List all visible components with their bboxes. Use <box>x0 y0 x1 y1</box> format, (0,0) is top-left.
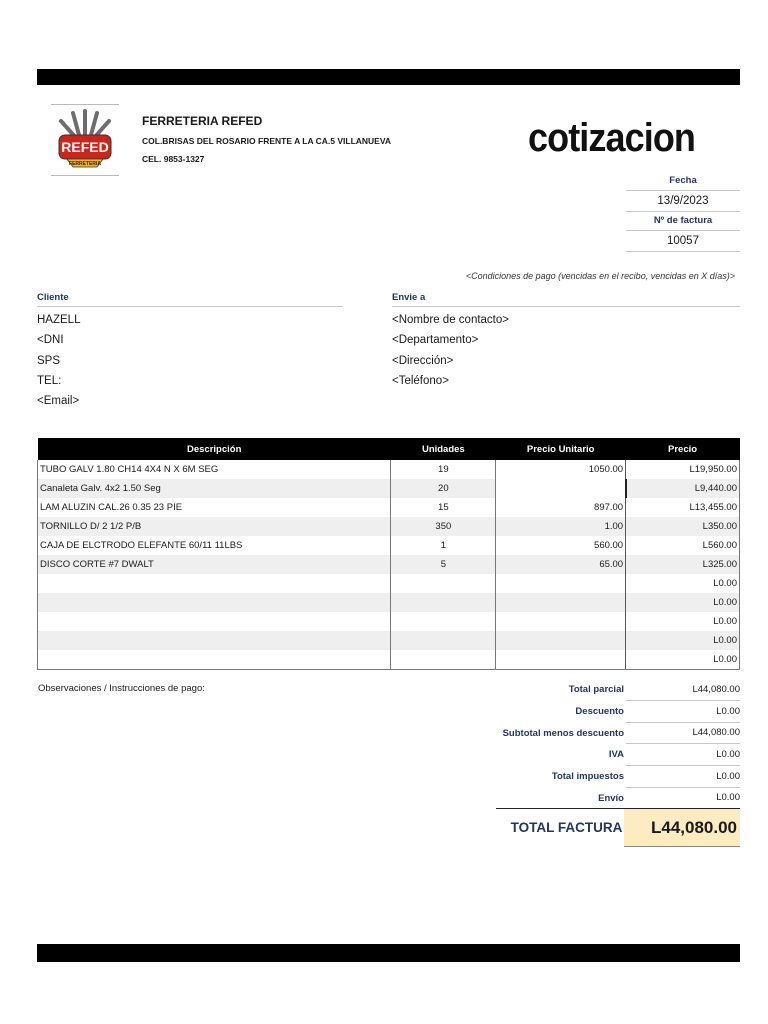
table-header <box>38 438 740 460</box>
cell-price: L0.00 <box>626 631 740 650</box>
total-tax-value: L0.00 <box>626 766 740 788</box>
cell-units <box>391 631 496 650</box>
totals-row <box>496 787 740 809</box>
cell-price: L350.00 <box>626 517 740 536</box>
items-table <box>37 438 740 670</box>
cell-units <box>391 574 496 593</box>
cell-price: L560.00 <box>626 536 740 555</box>
ship-to-line: <Teléfono> <box>392 374 449 387</box>
tax-value: L0.00 <box>626 744 740 766</box>
cell-unit-price: 897.00 <box>496 498 626 517</box>
ship-to-block <box>392 292 740 391</box>
svg-text:FERRETERIA: FERRETERIA <box>69 161 101 167</box>
discount-value: L0.00 <box>626 701 740 723</box>
totals-row <box>496 722 740 744</box>
cell-price: L19,950.00 <box>626 460 740 479</box>
cell-units: 19 <box>391 460 496 479</box>
cell-price: L0.00 <box>626 650 740 670</box>
grand-total-label: TOTAL FACTURA <box>510 820 623 835</box>
cell-description <box>38 612 391 631</box>
cell-description: DISCO CORTE #7 DWALT <box>38 555 391 574</box>
cell-price: L0.00 <box>626 612 740 631</box>
cell-price: L13,455.00 <box>626 498 740 517</box>
cell-price: L325.00 <box>626 555 740 574</box>
totals-row <box>496 679 740 701</box>
client-line: <Email> <box>37 395 80 408</box>
table-row <box>38 631 740 650</box>
header-unit-price: Precio Unitario <box>496 438 626 460</box>
cell-unit-price <box>496 631 626 650</box>
company-phone: CEL. 9853-1327 <box>142 154 205 164</box>
top-bar <box>37 69 740 85</box>
document-title: cotizacion <box>528 116 696 160</box>
cell-units: 350 <box>391 517 496 536</box>
cell-unit-price: 1.00 <box>496 517 626 536</box>
cell-description: Canaleta Galv. 4x2 1.50 Seg <box>38 479 391 498</box>
table-row <box>38 612 740 631</box>
cell-description <box>38 650 391 670</box>
subtotal-label: Total parcial <box>568 684 624 696</box>
ship-to-label: Envie a <box>392 292 740 307</box>
date-label: Fecha <box>626 172 740 191</box>
ship-to-line: <Dirección> <box>392 354 454 367</box>
subtotal-less-discount-label: Subtotal menos descuento <box>502 727 624 739</box>
cell-price: L0.00 <box>626 574 740 593</box>
cell-unit-price <box>496 650 626 670</box>
company-address: COL.BRISAS DEL ROSARIO FRENTE A LA CA.5 VILLANUEVA <box>142 136 392 146</box>
cell-units <box>391 593 496 612</box>
cell-units: 20 <box>391 479 496 498</box>
table-row <box>38 479 740 498</box>
tax-label: IVA <box>608 749 624 761</box>
cell-unit-price <box>496 479 626 498</box>
cell-units: 15 <box>391 498 496 517</box>
table-row <box>38 498 740 517</box>
shipping-label: Envío <box>598 792 624 804</box>
company-info <box>142 114 391 164</box>
cell-units <box>391 650 496 670</box>
client-block <box>37 292 343 411</box>
ship-to-line: <Departamento> <box>392 334 479 347</box>
shipping-value: L0.00 <box>626 787 740 809</box>
cell-description <box>38 593 391 612</box>
cell-description: LAM ALUZIN CAL.26 0.35 23 PIE <box>38 498 391 517</box>
table-row <box>38 574 740 593</box>
date-value: 13/9/2023 <box>626 191 740 212</box>
ship-to-line: <Nombre de contacto> <box>392 314 509 326</box>
discount-label: Descuento <box>575 706 624 718</box>
cell-unit-price <box>496 612 626 631</box>
client-line: HAZELL <box>37 314 81 326</box>
table-row <box>38 650 740 670</box>
cell-price: L9,440.00 <box>626 479 740 498</box>
client-line: SPS <box>37 354 61 367</box>
cell-description: CAJA DE ELCTRODO ELEFANTE 60/11 11LBS <box>38 536 391 555</box>
cell-units: 1 <box>391 536 496 555</box>
svg-text:REFED: REFED <box>61 139 109 155</box>
grand-total-value: L44,080.00 <box>624 809 740 847</box>
bottom-bar <box>37 944 740 962</box>
header-units: Unidades <box>391 438 496 460</box>
table-row <box>38 517 740 536</box>
table-row <box>38 460 740 479</box>
header-price: Precio <box>626 438 740 460</box>
totals-row <box>496 766 740 788</box>
totals-row <box>496 701 740 723</box>
cell-unit-price: 1050.00 <box>496 460 626 479</box>
table-row <box>38 555 740 574</box>
cell-units <box>391 612 496 631</box>
cell-description <box>38 574 391 593</box>
cell-price: L0.00 <box>626 593 740 612</box>
grand-total <box>496 808 740 847</box>
cell-unit-price: 560.00 <box>496 536 626 555</box>
subtotal-value: L44,080.00 <box>626 679 740 701</box>
header-description: Descripción <box>38 438 391 460</box>
cell-unit-price: 65.00 <box>496 555 626 574</box>
company-name: FERRETERIA REFED <box>142 114 263 128</box>
cell-unit-price <box>496 574 626 593</box>
cell-description: TORNILLO D/ 2 1/2 P/B <box>38 517 391 536</box>
cell-units: 5 <box>391 555 496 574</box>
cell-description: TUBO GALV 1.80 CH14 4X4 N X 6M SEG <box>38 460 391 479</box>
payment-conditions: <Condiciones de pago (vencidas en el recibo, vencidas en X días)> <box>465 271 735 281</box>
subtotal-less-discount-value: L44,080.00 <box>626 722 740 744</box>
totals-block <box>496 679 740 809</box>
client-label: Cliente <box>37 292 343 307</box>
table-row <box>38 536 740 555</box>
client-line: <DNI <box>37 334 64 347</box>
cell-unit-price <box>496 593 626 612</box>
table-row <box>38 593 740 612</box>
company-logo <box>51 104 119 176</box>
invoice-number-value: 10057 <box>626 231 740 252</box>
invoice-meta <box>626 172 740 252</box>
total-tax-label: Total impuestos <box>551 771 624 783</box>
invoice-number-label: Nº de factura <box>626 212 740 231</box>
cell-description <box>38 631 391 650</box>
observations-label: Observaciones / Instrucciones de pago: <box>38 683 205 694</box>
client-line: TEL: <box>37 374 62 387</box>
totals-row <box>496 744 740 766</box>
